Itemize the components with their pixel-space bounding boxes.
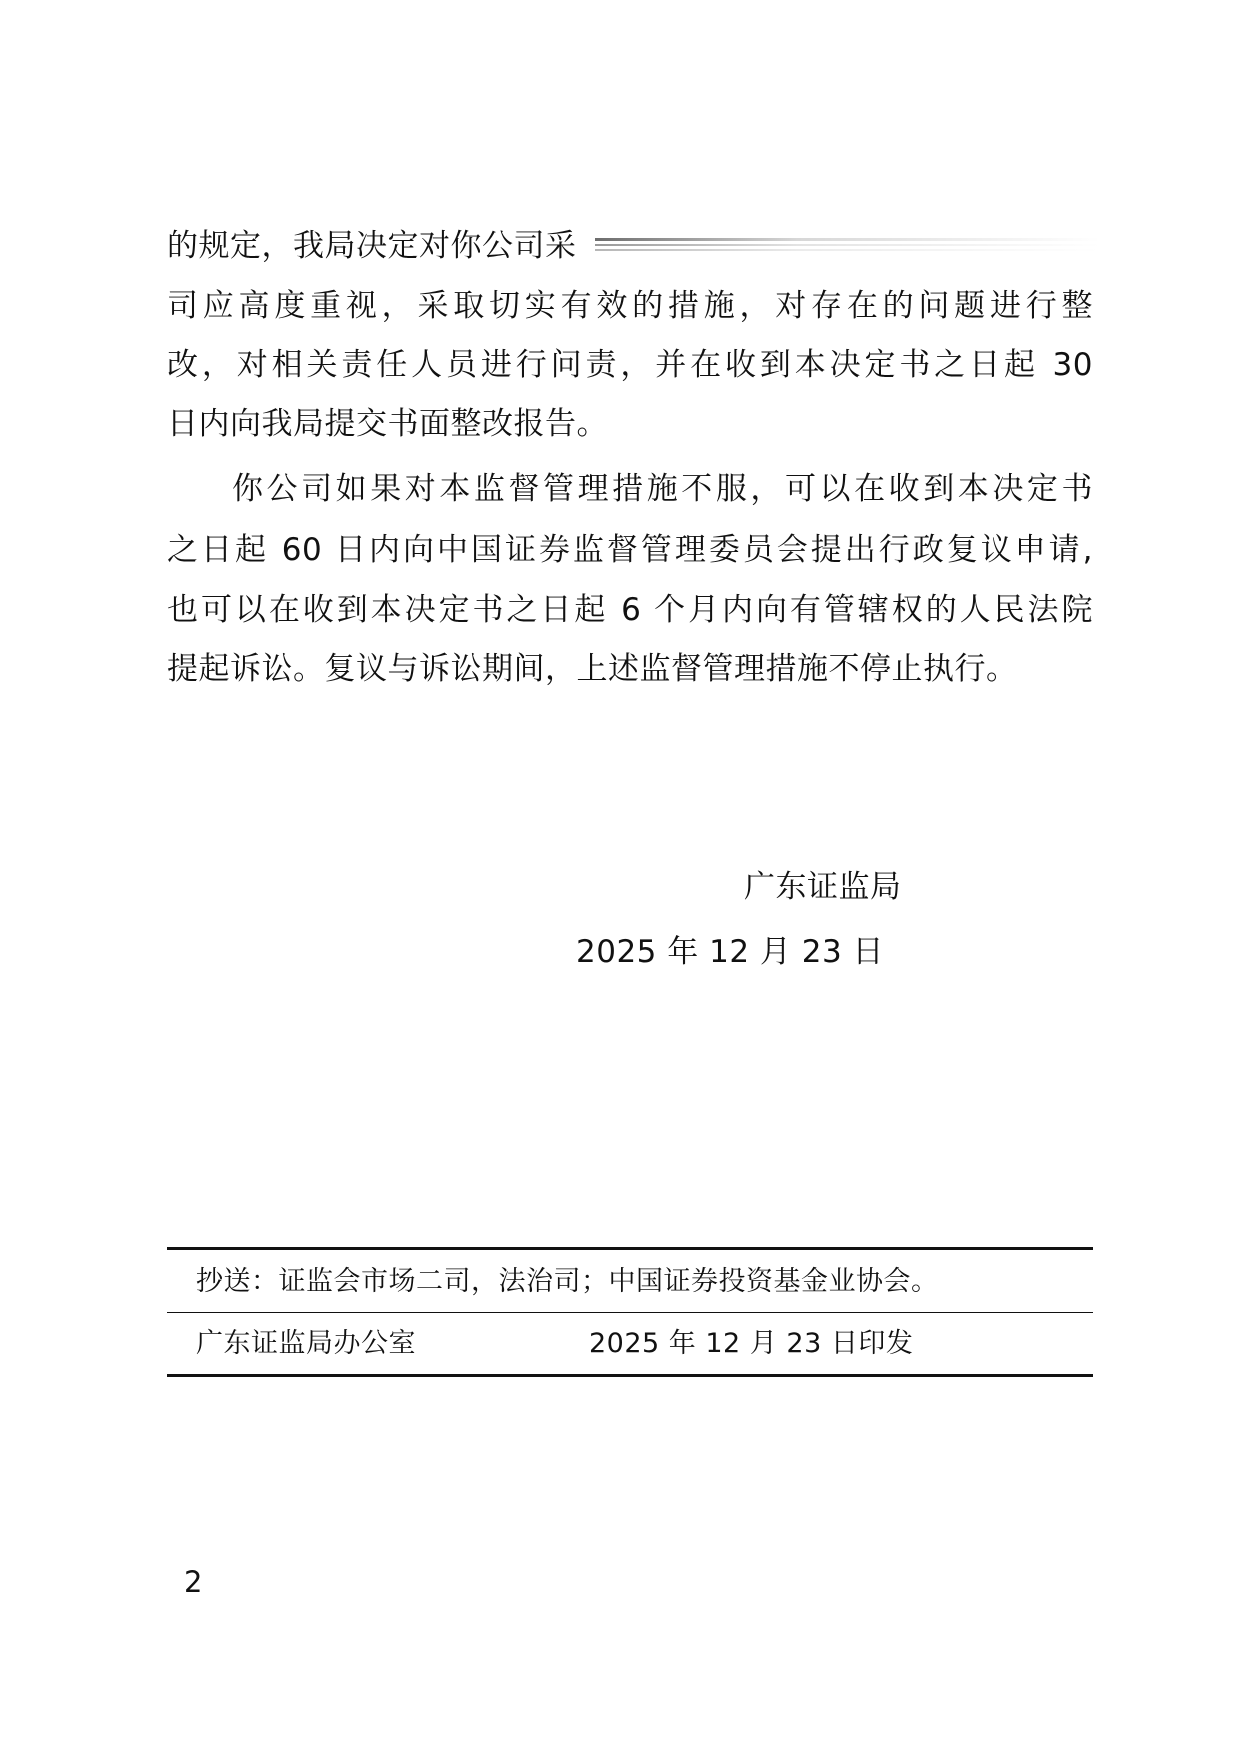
signature-date: 2025 年 12 月 23 日 <box>576 934 885 970</box>
scan-streak <box>595 244 1100 246</box>
footer-issuer: 广东证监局办公室 <box>196 1328 416 1359</box>
signature-authority: 广东证监局 <box>744 869 902 905</box>
body-line-3: 改，对相关责任人员进行问责，并在收到本决定书之日起 30 <box>167 347 1093 383</box>
body-line-6: 之日起 60 日内向中国证券监督管理委员会提出行政复议申请, <box>167 532 1093 568</box>
footer-issue-date: 2025 年 12 月 23 日印发 <box>589 1328 914 1359</box>
footer-middle-rule <box>167 1312 1093 1313</box>
body-line-8: 提起诉讼。复议与诉讼期间，上述监督管理措施不停止执行。 <box>167 651 1018 687</box>
body-line-7: 也可以在收到本决定书之日起 6 个月内向有管辖权的人民法院 <box>167 592 1093 628</box>
page-number: 2 <box>184 1565 203 1599</box>
scan-fade-overlay <box>590 226 1100 266</box>
footer-bottom-rule <box>167 1374 1093 1377</box>
scan-streak <box>595 249 1100 251</box>
scan-streak <box>595 238 1100 241</box>
footer-top-rule <box>167 1247 1093 1250</box>
body-line-2: 司应高度重视，采取切实有效的措施，对存在的问题进行整 <box>167 288 1093 324</box>
body-line-4: 日内向我局提交书面整改报告。 <box>167 406 608 442</box>
footer-cc: 抄送：证监会市场二司，法治司；中国证券投资基金业协会。 <box>196 1266 939 1297</box>
body-line-5: 你公司如果对本监督管理措施不服，可以在收到本决定书 <box>232 471 1093 507</box>
body-line-1: 的规定，我局决定对你公司采 <box>167 228 577 264</box>
